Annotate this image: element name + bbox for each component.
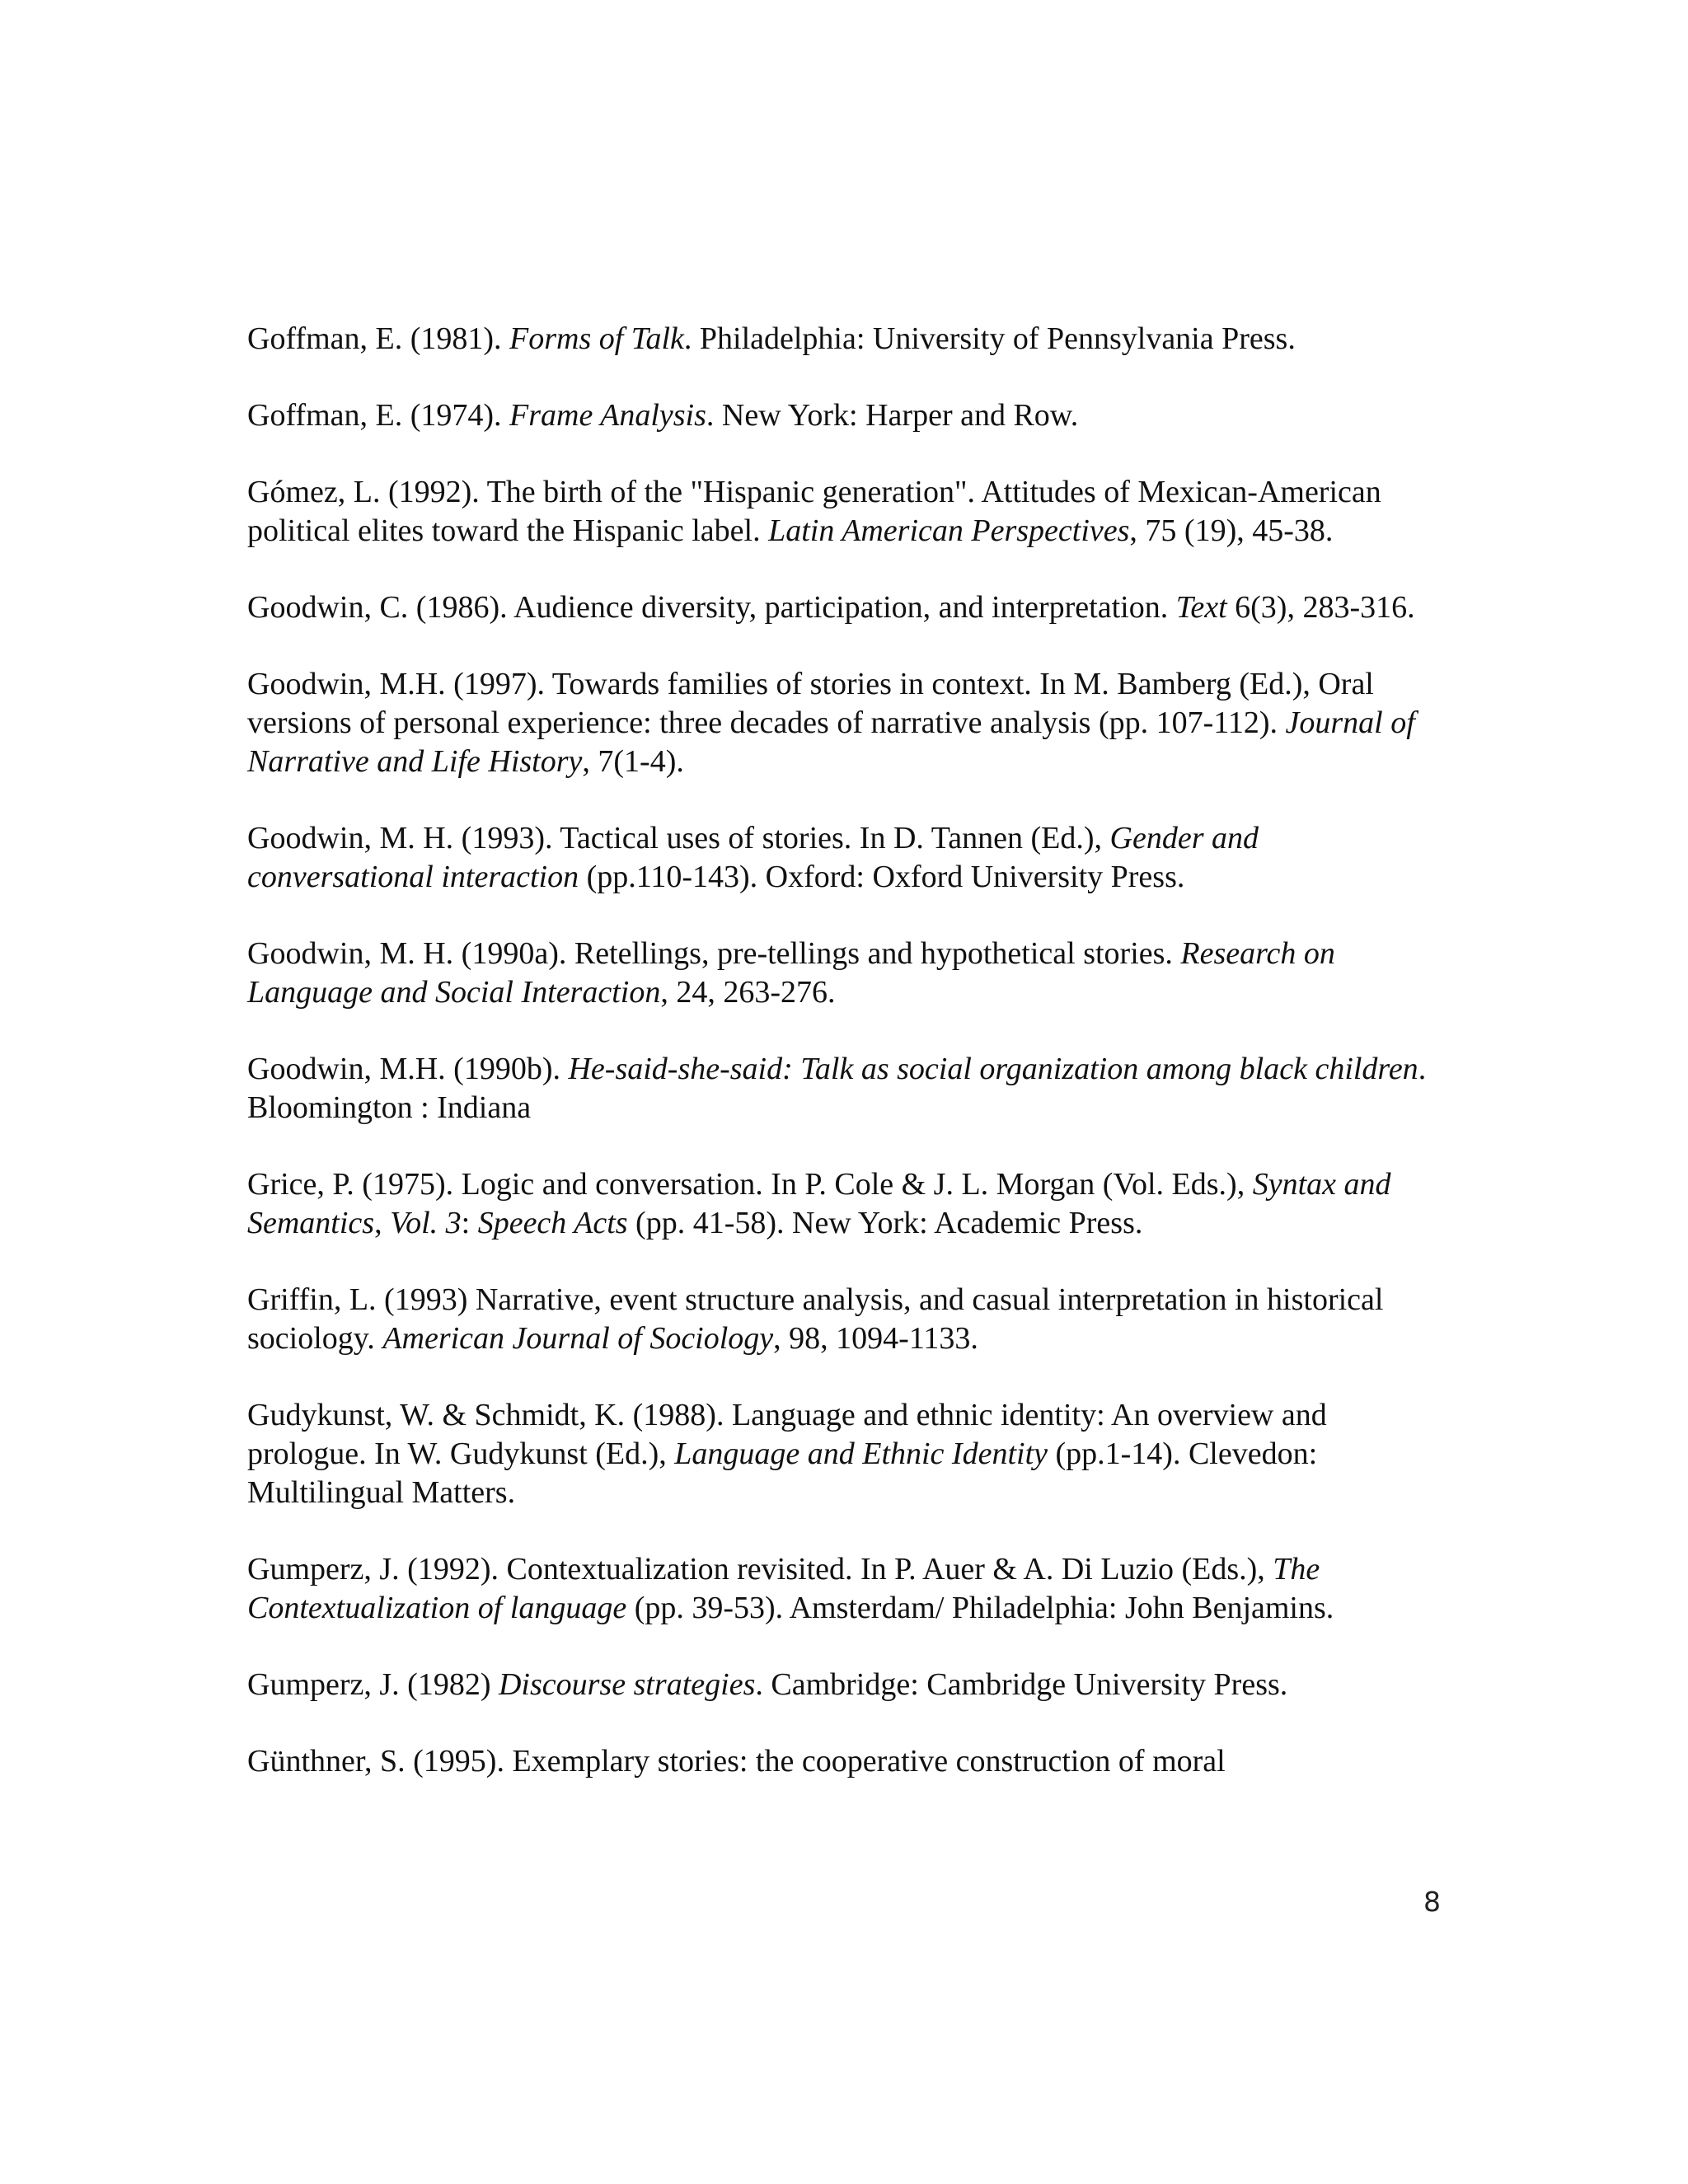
reference-title-italic: Discourse strategies: [498, 1667, 756, 1702]
reference-title-italic: Gender and conversational interaction: [247, 821, 1259, 894]
reference-entry: [247, 1396, 1451, 1512]
reference-entry: [247, 473, 1451, 551]
reference-title-italic: Text: [1175, 590, 1227, 625]
reference-text: . New York: Harper and Row.: [706, 398, 1079, 433]
reference-text: (pp. 41-58). New York: Academic Press.: [627, 1206, 1143, 1240]
reference-title-italic: Vol. 3: [390, 1206, 462, 1240]
reference-text: , 7(1-4).: [582, 744, 684, 779]
reference-title-italic: Language and Ethnic Identity: [674, 1436, 1048, 1471]
reference-text: ,: [374, 1206, 391, 1240]
reference-entry: [247, 320, 1451, 359]
reference-text: Goodwin, M.H. (1997). Towards families of stories in context. In M. Bamberg (Ed.), Oral versions of personal experience: three decades of narrative analysis (pp. 107-112).: [247, 667, 1374, 740]
reference-title-italic: American Journal of Sociology: [382, 1321, 774, 1356]
reference-entry: [247, 588, 1451, 627]
reference-entry: [247, 1050, 1451, 1127]
reference-entry: [247, 819, 1451, 897]
reference-text: . Cambridge: Cambridge University Press.: [755, 1667, 1288, 1702]
reference-text: , 98, 1094-1133.: [773, 1321, 978, 1356]
reference-entry: [247, 935, 1451, 1012]
reference-text: , 75 (19), 45-38.: [1129, 513, 1334, 548]
reference-title-italic: Frame Analysis: [509, 398, 706, 433]
reference-entry: [247, 1550, 1451, 1628]
reference-entry: [247, 1742, 1451, 1781]
reference-title-italic: Speech Acts: [477, 1206, 628, 1240]
reference-entry: [247, 1281, 1451, 1358]
reference-text: Gómez, L. (1992). The birth of the "Hispanic generation". Attitudes of Mexican-American political elites toward the Hispanic label.: [247, 475, 1381, 548]
reference-entry: [247, 665, 1451, 781]
reference-entry: [247, 396, 1451, 435]
reference-title-italic: Journal of Narrative and Life History: [247, 705, 1415, 779]
reference-title-italic: Syntax and Semantics: [247, 1167, 1391, 1240]
reference-text: Goodwin, M. H. (1993). Tactical uses of stories. In D. Tannen (Ed.),: [247, 821, 1110, 855]
reference-title-italic: Forms of Talk: [509, 321, 684, 356]
reference-text: Goodwin, M. H. (1990a). Retellings, pre-tellings and hypothetical stories.: [247, 936, 1181, 971]
reference-title-italic: The Contextualization of language: [247, 1552, 1320, 1625]
reference-text: . Bloomington : Indiana: [247, 1052, 1427, 1125]
reference-entry: [247, 1666, 1451, 1704]
reference-text: Goodwin, C. (1986). Audience diversity, participation, and interpretation.: [247, 590, 1176, 625]
reference-title-italic: Research on Language and Social Interaction: [247, 936, 1335, 1010]
reference-text: , 24, 263-276.: [660, 975, 836, 1010]
reference-text: Günthner, S. (1995). Exemplary stories: the cooperative construction of moral: [247, 1744, 1226, 1779]
reference-text: 6(3), 283-316.: [1226, 590, 1415, 625]
reference-list: [247, 320, 1451, 1781]
reference-text: :: [461, 1206, 478, 1240]
reference-text: (pp. 39-53). Amsterdam/ Philadelphia: John Benjamins.: [626, 1591, 1334, 1625]
reference-entry: [247, 1165, 1451, 1243]
page-number: 8: [1423, 1886, 1441, 1918]
reference-text: Grice, P. (1975). Logic and conversation. In P. Cole & J. L. Morgan (Vol. Eds.),: [247, 1167, 1253, 1202]
reference-text: . Philadelphia: University of Pennsylvania Press.: [683, 321, 1296, 356]
reference-text: Gumperz, J. (1982): [247, 1667, 499, 1702]
reference-text: Gudykunst, W. & Schmidt, K. (1988). Language and ethnic identity: An overview and prologue. In W. Gudykunst (Ed.),: [247, 1398, 1327, 1471]
reference-title-italic: Latin American Perspectives: [768, 513, 1130, 548]
reference-title-italic: He-said-she-said: Talk as social organization among black children: [568, 1052, 1418, 1086]
reference-text: Goffman, E. (1981).: [247, 321, 510, 356]
reference-text: Griffin, L. (1993) Narrative, event structure analysis, and casual interpretation in historical sociology.: [247, 1282, 1384, 1356]
reference-text: (pp.110-143). Oxford: Oxford University Press.: [579, 860, 1185, 894]
reference-text: Goodwin, M.H. (1990b).: [247, 1052, 569, 1086]
reference-text: Gumperz, J. (1992). Contextualization revisited. In P. Auer & A. Di Luzio (Eds.),: [247, 1552, 1273, 1586]
reference-text: (pp.1-14). Clevedon: Multilingual Matters.: [247, 1436, 1318, 1510]
reference-text: Goffman, E. (1974).: [247, 398, 510, 433]
